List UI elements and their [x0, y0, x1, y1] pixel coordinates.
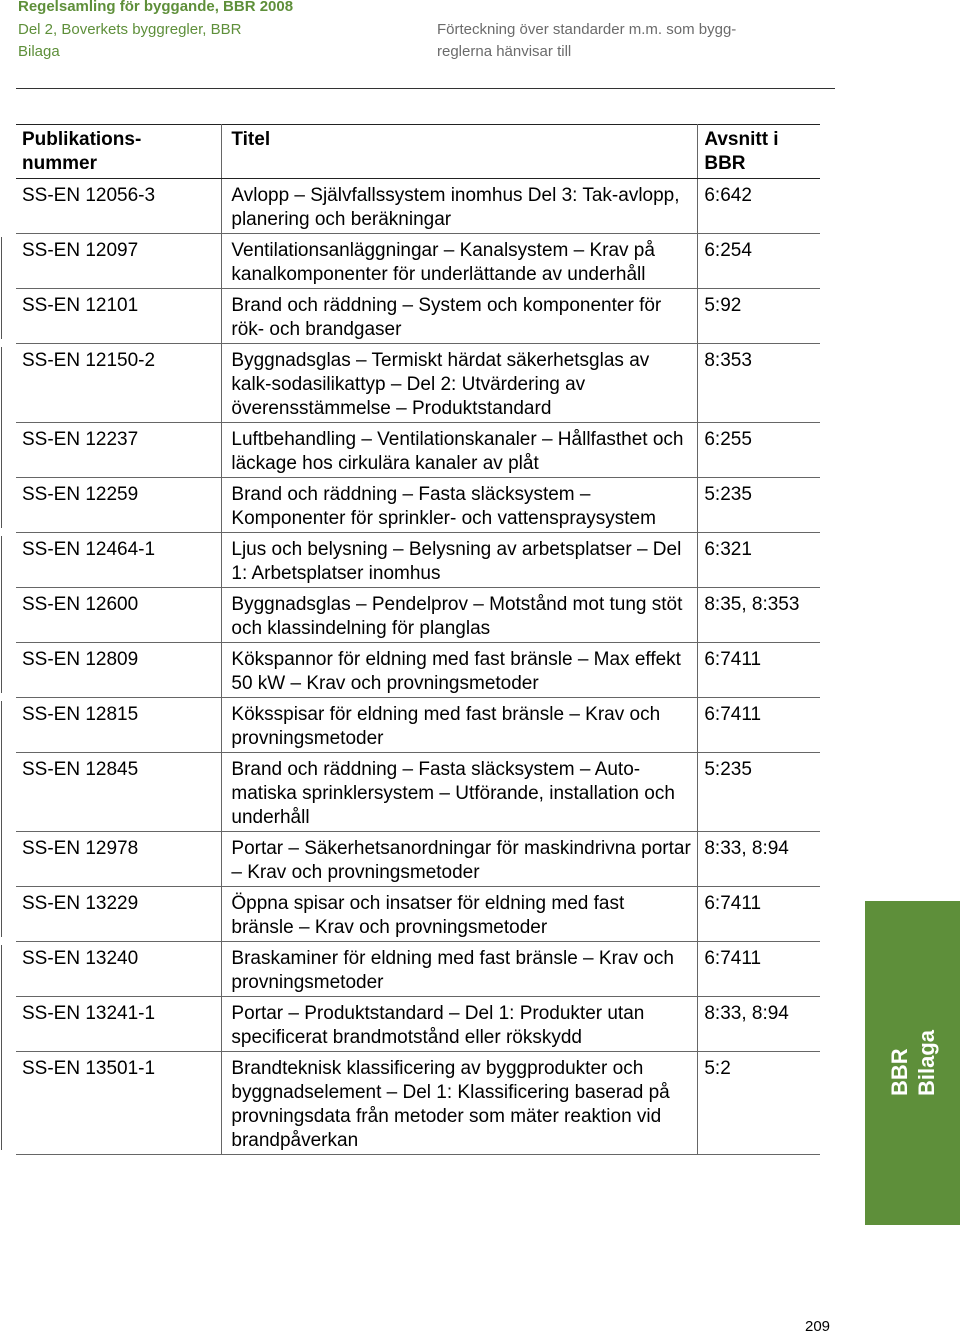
bbr-section: 8:35, 8:353 — [698, 588, 820, 643]
change-bar — [1, 945, 2, 1150]
standard-number: SS-EN 12809 — [16, 643, 222, 698]
standard-title: Köksspisar för eldning med fast bränsle – Krav och provningsmetoder — [222, 698, 698, 753]
header-number-line1: Publikations- — [22, 129, 142, 150]
header-section-line2: BBR — [704, 153, 746, 174]
bbr-section: 6:7411 — [698, 698, 820, 753]
section-tab — [865, 901, 960, 1225]
change-bar — [1, 701, 2, 937]
header-section — [698, 125, 820, 179]
standard-title: Ljus och belysning – Belysning av arbetsplatser – Del 1: Arbetsplatser inomhus — [222, 533, 698, 588]
standard-title: Avlopp – Självfallssystem inomhus Del 3: Tak-avlopp, planering och beräkningar — [222, 179, 698, 234]
table-row — [16, 997, 820, 1052]
table-row — [16, 588, 820, 643]
bbr-section: 6:642 — [698, 179, 820, 234]
standard-number: SS-EN 12845 — [16, 753, 222, 832]
standard-number: SS-EN 13229 — [16, 887, 222, 942]
standard-number: SS-EN 12056-3 — [16, 179, 222, 234]
bbr-section: 6:255 — [698, 423, 820, 478]
standard-title: Kökspannor för eldning med fast bränsle – Max effekt 50 kW – Krav och provningsmetoder — [222, 643, 698, 698]
table-row — [16, 344, 820, 423]
table-row — [16, 698, 820, 753]
table-row — [16, 1052, 820, 1155]
standard-title: Byggnadsglas – Termiskt härdat säkerhetsglas av kalk-sodasilikattyp – Del 2: Utvärdering av överensstämmelse – Produktstandard — [222, 344, 698, 423]
standard-title: Brand och räddning – Fasta släcksystem – Auto-matiska sprinklersystem – Utförande, installation och underhåll — [222, 753, 698, 832]
standard-title: Braskaminer för eldning med fast bränsle – Krav och provningsmetoder — [222, 942, 698, 997]
bbr-section: 5:235 — [698, 753, 820, 832]
bbr-section: 8:33, 8:94 — [698, 832, 820, 887]
standard-number: SS-EN 12237 — [16, 423, 222, 478]
standard-title: Brand och räddning – Fasta släcksystem – Komponenter för sprinkler- och vattenspraysystem — [222, 478, 698, 533]
table-row — [16, 942, 820, 997]
table-row — [16, 533, 820, 588]
document-subtitle: Del 2, Boverkets byggregler, BBR — [18, 21, 242, 38]
standard-number: SS-EN 12259 — [16, 478, 222, 533]
table-row — [16, 423, 820, 478]
standard-number: SS-EN 12600 — [16, 588, 222, 643]
bbr-section: 5:2 — [698, 1052, 820, 1155]
standard-number: SS-EN 12150-2 — [16, 344, 222, 423]
change-bar — [1, 536, 2, 693]
document-title: Regelsamling för byggande, BBR 2008 — [18, 0, 294, 15]
standard-number: SS-EN 12101 — [16, 289, 222, 344]
chapter-title-line2: reglerna hänvisar till — [437, 43, 572, 60]
standard-number: SS-EN 12978 — [16, 832, 222, 887]
bbr-section: 6:254 — [698, 234, 820, 289]
chapter-title-line1: Förteckning över standarder m.m. som bygg- — [437, 21, 737, 38]
bbr-section: 8:353 — [698, 344, 820, 423]
section-tab-line1: BBR — [886, 1048, 912, 1097]
standard-number: SS-EN 12097 — [16, 234, 222, 289]
bbr-section: 8:33, 8:94 — [698, 997, 820, 1052]
document-section: Bilaga — [18, 43, 60, 60]
bbr-section: 6:7411 — [698, 887, 820, 942]
table-header-row — [16, 125, 820, 179]
header-rule — [16, 88, 835, 89]
standard-title: Luftbehandling – Ventilationskanaler – Hållfasthet och läckage hos cirkulära kanaler av plåt — [222, 423, 698, 478]
standard-title: Byggnadsglas – Pendelprov – Motstånd mot tung stöt och klassindelning för planglas — [222, 588, 698, 643]
standard-number: SS-EN 12815 — [16, 698, 222, 753]
bbr-section: 6:321 — [698, 533, 820, 588]
table-row — [16, 887, 820, 942]
table-row — [16, 478, 820, 533]
bbr-section: 5:92 — [698, 289, 820, 344]
standard-title: Ventilationsanläggningar – Kanalsystem – Krav på kanalkomponenter för underlättande av underhåll — [222, 234, 698, 289]
bbr-section: 5:235 — [698, 478, 820, 533]
standard-title: Brandteknisk klassificering av byggprodukter och byggnadselement – Del 1: Klassificering baserad på provningsdata från metoder som mäter reaktion vid brandpåverkan — [222, 1052, 698, 1155]
standards-table — [16, 124, 820, 1155]
change-bar — [1, 347, 2, 528]
standard-title: Brand och räddning – System och komponenter för rök- och brandgaser — [222, 289, 698, 344]
table-row — [16, 643, 820, 698]
standard-title: Portar – Produktstandard – Del 1: Produkter utan specificerat brandmotstånd eller rökskydd — [222, 997, 698, 1052]
standard-number: SS-EN 13240 — [16, 942, 222, 997]
header-section-line1: Avsnitt i — [704, 129, 779, 150]
standard-title: Portar – Säkerhetsanordningar för maskindrivna portar – Krav och provningsmetoder — [222, 832, 698, 887]
change-bar — [1, 237, 2, 339]
section-tab-label — [886, 1030, 940, 1096]
section-tab-line2: Bilaga — [913, 1029, 939, 1097]
header-number-line2: nummer — [22, 153, 97, 174]
page-number: 209 — [805, 1318, 831, 1335]
table-body — [16, 179, 820, 1155]
header-number — [16, 125, 222, 179]
header-title: Titel — [222, 125, 698, 179]
standard-number: SS-EN 12464-1 — [16, 533, 222, 588]
standard-number: SS-EN 13241-1 — [16, 997, 222, 1052]
table-row — [16, 832, 820, 887]
standard-number: SS-EN 13501-1 — [16, 1052, 222, 1155]
table-row — [16, 179, 820, 234]
table-row — [16, 289, 820, 344]
bbr-section: 6:7411 — [698, 942, 820, 997]
standard-title: Öppna spisar och insatser för eldning med fast bränsle – Krav och provningsmetoder — [222, 887, 698, 942]
table-row — [16, 753, 820, 832]
bbr-section: 6:7411 — [698, 643, 820, 698]
table-row — [16, 234, 820, 289]
